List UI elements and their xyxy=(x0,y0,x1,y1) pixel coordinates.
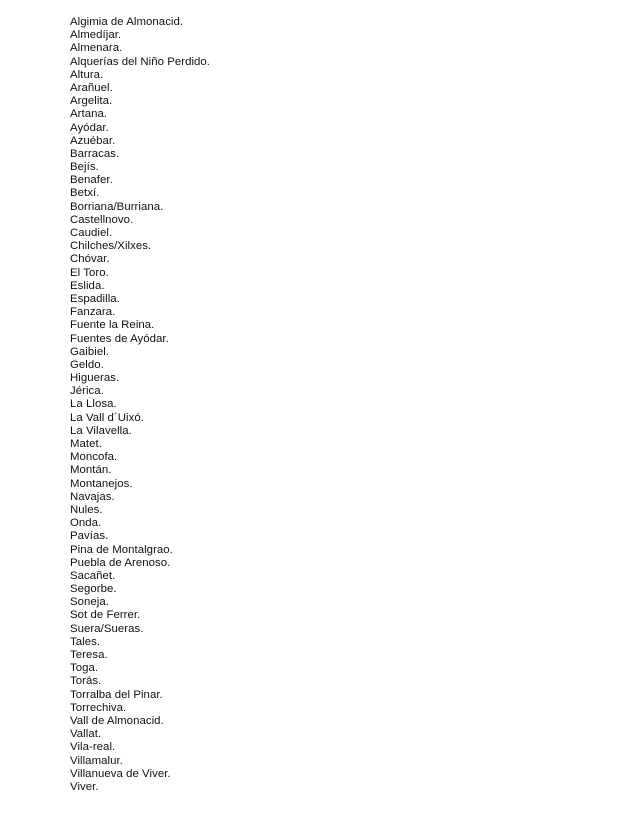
municipality-list-item: Sacañet. xyxy=(70,569,116,582)
municipality-list-item: Caudiel. xyxy=(70,227,113,239)
municipality-list-item: Barracas. xyxy=(70,147,120,160)
municipality-list-item: Gaibiel. xyxy=(70,345,110,358)
municipality-list-item: Toga. xyxy=(70,662,99,675)
municipality-list-item: Vall de Almonacid. xyxy=(70,714,164,727)
municipality-list xyxy=(70,16,210,794)
municipality-list-item: Arañuel. xyxy=(70,81,113,94)
municipality-list-item: Chóvar. xyxy=(70,253,110,266)
municipality-list-item: Torralba del Pinar. xyxy=(70,688,163,701)
municipality-list-item: Pavías. xyxy=(70,530,109,543)
municipality-list-item: Soneja. xyxy=(70,596,109,609)
municipality-list-item: Geldo. xyxy=(70,358,104,371)
municipality-list-item: Vila-real. xyxy=(70,741,116,754)
municipality-list-item: Torrechiva. xyxy=(70,701,127,714)
municipality-list-item: Alquerías del Niño Perdido. xyxy=(70,55,211,68)
municipality-list-item: Matet. xyxy=(70,438,102,450)
municipality-list-item: Tales. xyxy=(70,635,101,648)
municipality-list-item: Bejís. xyxy=(70,161,99,174)
municipality-list-item: Teresa. xyxy=(70,649,108,661)
municipality-list-item: Espadilla. xyxy=(70,292,120,305)
municipality-list-item: Chilches/Xilxes. xyxy=(70,240,152,253)
municipality-list-item: Fuentes de Ayódar. xyxy=(70,332,169,345)
municipality-list-item: Almenara. xyxy=(70,42,123,55)
municipality-list-item: Montanejos. xyxy=(70,477,133,490)
municipality-list-item: Villamalur. xyxy=(70,754,123,767)
municipality-list-item: Castellnovo. xyxy=(70,213,134,226)
municipality-list-item: Moncofa. xyxy=(70,451,118,464)
municipality-list-item: Segorbe. xyxy=(70,583,117,596)
municipality-list-item: Argelita. xyxy=(70,95,113,108)
municipality-list-item: Villanueva de Viver. xyxy=(70,767,171,780)
municipality-list-item: Borriana/Burriana. xyxy=(70,200,164,213)
municipality-list-item: Torás. xyxy=(70,675,102,688)
municipality-list-item: Vallat. xyxy=(70,728,102,741)
municipality-list-item: Puebla de Arenoso. xyxy=(70,556,171,569)
municipality-list-item: La Llosa. xyxy=(70,398,117,411)
municipality-list-item: Navajas. xyxy=(70,490,115,503)
municipality-list-item: Jérica. xyxy=(70,385,104,398)
municipality-list-item: La Vilavella. xyxy=(70,424,132,437)
municipality-list-item: Altura. xyxy=(70,68,104,81)
municipality-list-item: Suera/Sueras. xyxy=(70,622,144,635)
municipality-list-item: Benafer. xyxy=(70,174,113,187)
municipality-list-item: Montán. xyxy=(70,464,112,477)
municipality-list-item: Nules. xyxy=(70,503,103,516)
municipality-list-item: Viver. xyxy=(70,780,99,793)
municipality-list-item: Sot de Ferrer. xyxy=(70,609,141,622)
municipality-list-item: El Toro. xyxy=(70,266,109,279)
municipality-list-item: Ayódar. xyxy=(70,121,109,134)
municipality-list-item: Fuente la Reina. xyxy=(70,319,155,332)
municipality-list-item: Pina de Montalgrao. xyxy=(70,543,173,556)
municipality-list-item: Azuébar. xyxy=(70,134,116,147)
municipality-list-item: Artana. xyxy=(70,108,108,121)
municipality-list-item: Higueras. xyxy=(70,372,120,385)
municipality-list-item: La Vall d´Uixó. xyxy=(70,411,144,424)
municipality-list-item: Fanzara. xyxy=(70,306,116,319)
municipality-list-item: Betxí. xyxy=(70,187,100,200)
municipality-list-item: Almedíjar. xyxy=(70,29,122,42)
municipality-list-item: Eslida. xyxy=(70,279,105,292)
municipality-list-item: Onda. xyxy=(70,517,102,530)
municipality-list-item: Algimia de Almonacid. xyxy=(70,16,184,28)
